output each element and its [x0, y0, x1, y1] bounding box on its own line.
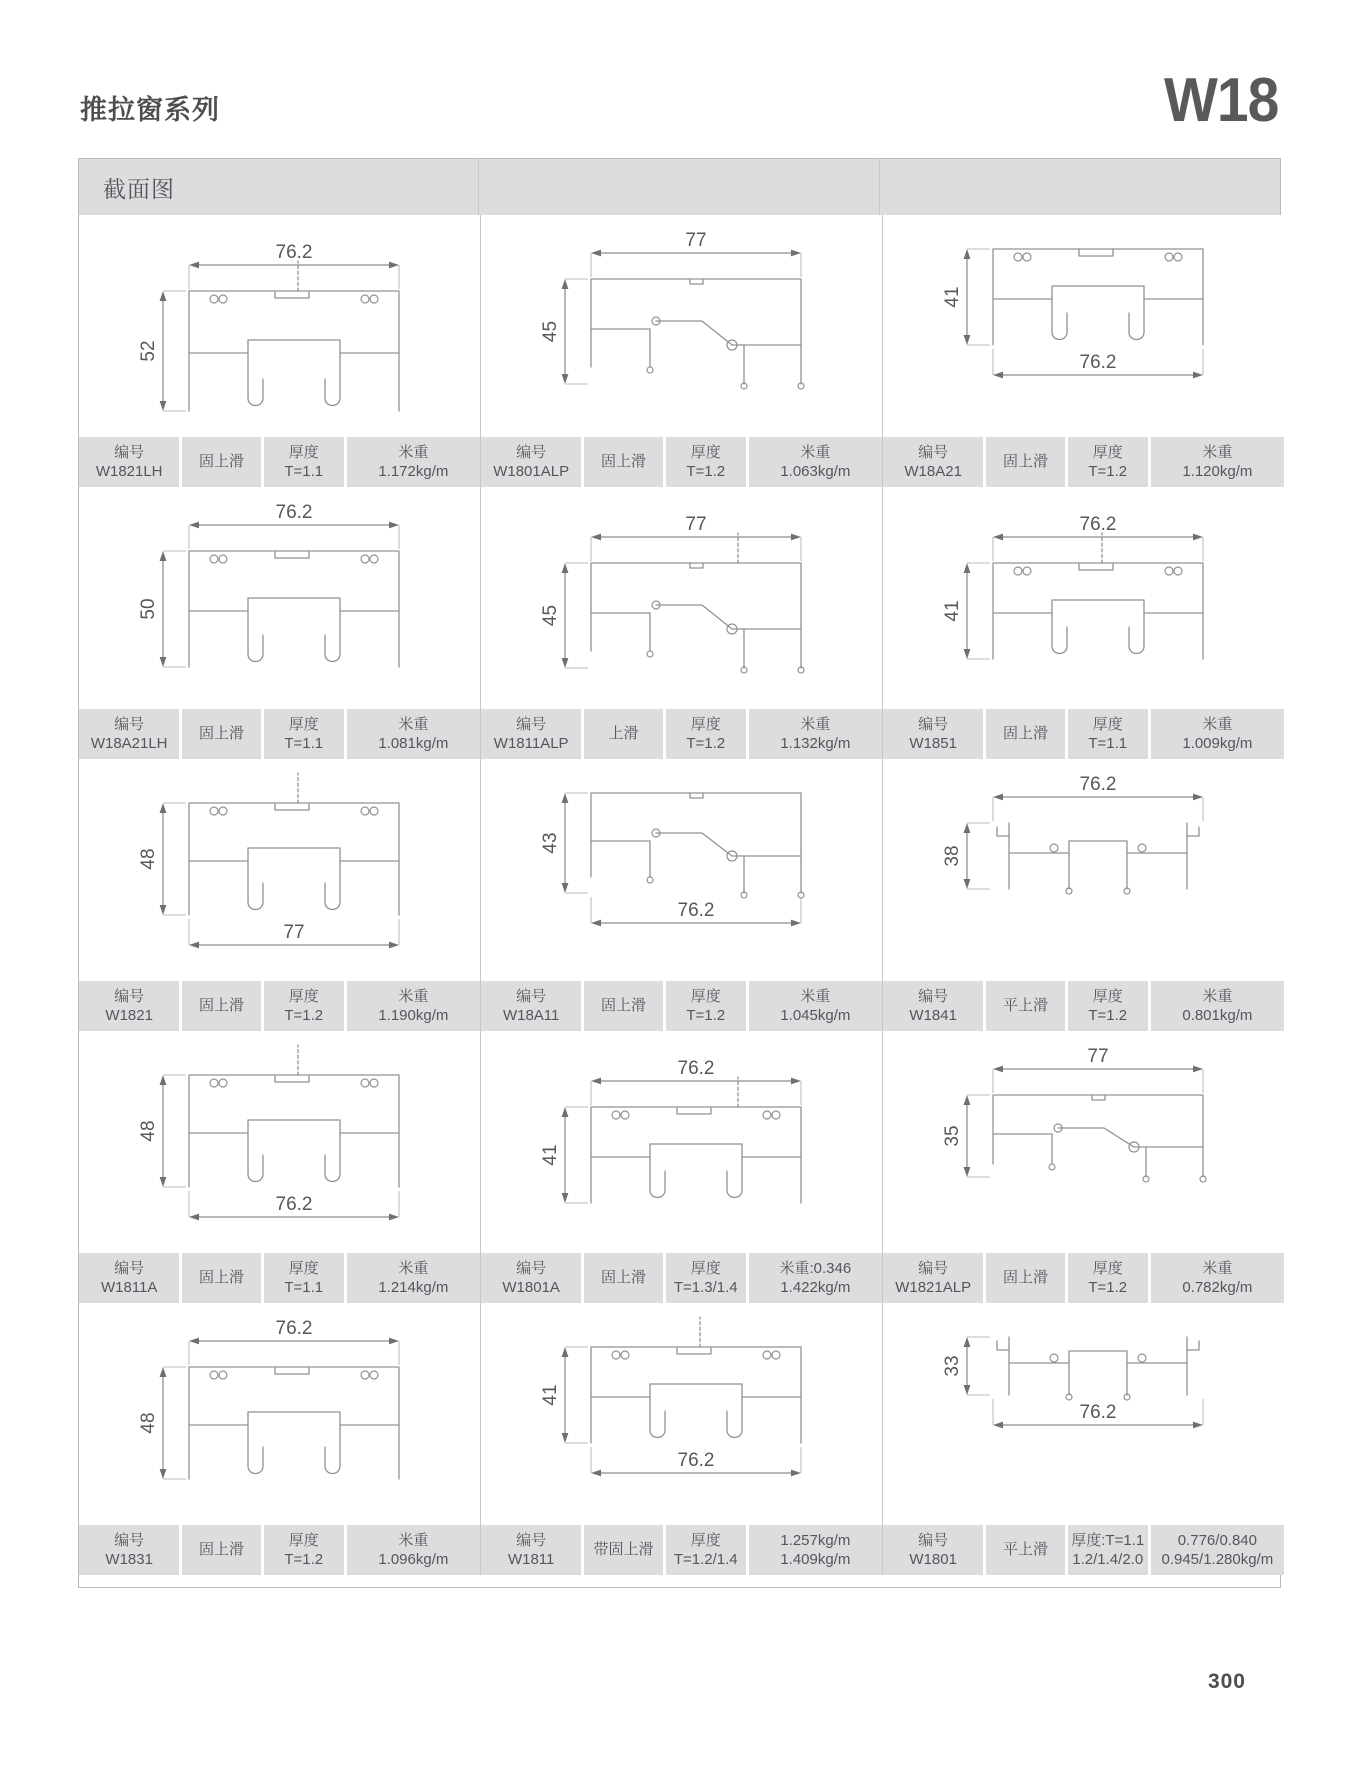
thickness-label: 厚度 — [1092, 715, 1123, 733]
weight-label: 米重 — [1202, 1259, 1233, 1277]
weight-label: 米重 — [398, 1531, 429, 1549]
width-dim-label: 77 — [283, 922, 305, 943]
weight-value: 1.009kg/m — [1182, 735, 1253, 752]
profile-info-bar — [883, 709, 1284, 759]
thickness-label: 厚度 — [1092, 1259, 1123, 1277]
code-label: 编号 — [516, 715, 547, 733]
weight-value: 1.063kg/m — [780, 463, 851, 480]
code-cell — [79, 1253, 179, 1303]
table-header-row — [79, 159, 1280, 215]
type-value: 固上滑 — [1003, 725, 1049, 743]
thickness-value: T=1.2 — [1088, 463, 1128, 480]
code-value: W1801 — [909, 1551, 957, 1568]
thickness-value: T=1.2 — [686, 463, 726, 480]
thickness-value: 1.2/1.4/2.0 — [1072, 1551, 1144, 1568]
weight-value: 1.120kg/m — [1182, 463, 1253, 480]
weight-cell — [347, 1253, 480, 1303]
cross-section-drawing — [481, 1031, 882, 1253]
code-value: W1811A — [100, 1279, 158, 1296]
height-dim-label: 35 — [942, 1125, 963, 1147]
thickness-value: T=1.2 — [1088, 1007, 1128, 1024]
code-label: 编号 — [918, 715, 949, 733]
type-value: 固上滑 — [601, 453, 647, 471]
profile-drawing-area — [79, 1031, 480, 1253]
thickness-label: 厚度 — [690, 1531, 721, 1549]
weight-label: 米重 — [800, 987, 831, 1005]
weight-value: 1.045kg/m — [780, 1007, 851, 1024]
code-value: W1811 — [507, 1551, 555, 1568]
height-dim-label: 52 — [138, 340, 159, 362]
thickness-cell — [264, 709, 344, 759]
code-cell — [481, 437, 581, 487]
width-dim-label: 76.2 — [275, 242, 313, 263]
height-dim-label: 48 — [138, 1412, 159, 1434]
type-value: 上滑 — [608, 725, 639, 743]
code-label: 编号 — [114, 443, 145, 461]
profile-drawing-area — [883, 759, 1284, 981]
type-value: 平上滑 — [1003, 1541, 1049, 1559]
thickness-label: 厚度 — [1092, 443, 1123, 461]
cross-section-drawing — [481, 759, 882, 981]
thickness-label: 厚度 — [690, 987, 721, 1005]
weight-value: 1.081kg/m — [378, 735, 449, 752]
code-value: W1801A — [502, 1279, 560, 1296]
profile-info-bar — [481, 437, 882, 487]
profile-drawing-area — [883, 215, 1284, 437]
weight-cell — [1151, 437, 1284, 487]
type-cell — [986, 437, 1064, 487]
profile-cell — [79, 1303, 481, 1575]
profile-info-bar — [481, 981, 882, 1031]
width-dim-label: 76.2 — [1079, 774, 1117, 795]
weight-value: 1.409kg/m — [780, 1551, 851, 1568]
code-cell — [883, 981, 983, 1031]
weight-cell — [749, 1253, 882, 1303]
weight-label: 1.257kg/m — [780, 1531, 851, 1549]
thickness-label: 厚度 — [288, 1259, 319, 1277]
code-cell — [481, 1525, 581, 1575]
page-number: 300 — [1207, 1670, 1246, 1693]
thickness-label: 厚度 — [288, 1531, 319, 1549]
type-cell — [584, 709, 662, 759]
code-cell — [481, 1253, 581, 1303]
height-dim-label: 33 — [942, 1355, 963, 1377]
profile-catalog-table — [78, 158, 1281, 1588]
code-cell — [481, 981, 581, 1031]
table-row — [79, 1031, 1280, 1303]
page-title: 推拉窗系列 — [80, 95, 220, 125]
weight-cell — [347, 709, 480, 759]
width-dim-label: 76.2 — [275, 502, 313, 523]
height-dim-label: 45 — [540, 320, 561, 343]
code-value: W1841 — [909, 1007, 957, 1024]
weight-value: 0.801kg/m — [1182, 1007, 1253, 1024]
profile-cell — [883, 759, 1284, 1031]
code-cell — [883, 709, 983, 759]
code-label: 编号 — [114, 715, 145, 733]
width-dim-label: 77 — [685, 230, 707, 251]
profile-cell — [883, 1303, 1284, 1575]
width-dim-label: 76.2 — [677, 1450, 715, 1471]
thickness-label: 厚度 — [690, 443, 721, 461]
height-dim-label: 50 — [138, 598, 159, 620]
profile-cell — [79, 1031, 481, 1303]
page-header — [80, 66, 1278, 135]
weight-label: 米重 — [1202, 715, 1233, 733]
code-label: 编号 — [516, 1259, 547, 1277]
cross-section-drawing — [481, 215, 882, 437]
profile-drawing-area — [481, 487, 882, 709]
profile-drawing-area — [883, 1031, 1284, 1253]
profile-cell — [481, 1303, 883, 1575]
width-dim-label: 76.2 — [1079, 1402, 1117, 1423]
thickness-value: T=1.2 — [284, 1007, 324, 1024]
weight-label: 米重 — [398, 987, 429, 1005]
thickness-cell — [666, 1253, 746, 1303]
thickness-cell — [1068, 1253, 1148, 1303]
weight-value: 1.214kg/m — [378, 1279, 449, 1296]
table-row — [79, 487, 1280, 759]
profile-cell — [481, 487, 883, 759]
weight-cell — [749, 437, 882, 487]
code-value: W1831 — [105, 1551, 153, 1568]
thickness-value: T=1.1 — [284, 735, 324, 752]
code-label: 编号 — [918, 443, 949, 461]
code-label: 编号 — [918, 1259, 949, 1277]
cross-section-drawing — [79, 759, 480, 981]
code-label: 编号 — [516, 1531, 547, 1549]
profile-cell — [481, 1031, 883, 1303]
code-label: 编号 — [114, 987, 145, 1005]
weight-value: 0.782kg/m — [1182, 1279, 1253, 1296]
profile-info-bar — [79, 709, 480, 759]
thickness-label: 厚度 — [288, 987, 319, 1005]
cross-section-drawing — [79, 1031, 480, 1253]
thickness-cell — [1068, 981, 1148, 1031]
profile-info-bar — [481, 709, 882, 759]
type-value: 固上滑 — [199, 453, 245, 471]
height-dim-label: 48 — [138, 848, 159, 870]
thickness-label: 厚度 — [690, 1259, 721, 1277]
code-cell — [79, 1525, 179, 1575]
profile-drawing-area — [481, 215, 882, 437]
weight-cell — [1151, 981, 1284, 1031]
thickness-label: 厚度 — [288, 443, 319, 461]
code-cell — [79, 709, 179, 759]
thickness-label: 厚度 — [288, 715, 319, 733]
type-value: 固上滑 — [601, 997, 647, 1015]
thickness-cell — [666, 437, 746, 487]
weight-cell — [1151, 1253, 1284, 1303]
thickness-cell — [1068, 709, 1148, 759]
weight-cell — [347, 437, 480, 487]
type-cell — [182, 709, 260, 759]
thickness-label: 厚度:T=1.1 — [1071, 1531, 1145, 1549]
code-cell — [883, 1525, 983, 1575]
cross-section-drawing — [883, 759, 1284, 981]
code-label: 编号 — [114, 1259, 145, 1277]
profile-cell — [883, 487, 1284, 759]
type-value: 固上滑 — [601, 1269, 647, 1287]
height-dim-label: 48 — [138, 1120, 159, 1142]
weight-label: 米重 — [398, 1259, 429, 1277]
cross-section-drawing — [883, 487, 1284, 709]
weight-value: 1.172kg/m — [378, 463, 449, 480]
profile-drawing-area — [481, 759, 882, 981]
height-dim-label: 41 — [540, 1384, 561, 1406]
height-dim-label: 41 — [540, 1144, 561, 1166]
cross-section-drawing — [481, 1303, 882, 1525]
profile-info-bar — [481, 1253, 882, 1303]
profile-cell — [883, 1031, 1284, 1303]
profile-info-bar — [79, 1253, 480, 1303]
width-dim-label: 76.2 — [275, 1194, 313, 1215]
thickness-value: T=1.1 — [1088, 735, 1128, 752]
height-dim-label: 45 — [540, 604, 561, 627]
type-cell — [584, 437, 662, 487]
profile-info-bar — [883, 981, 1284, 1031]
profile-drawing-area — [79, 487, 480, 709]
cross-section-drawing — [883, 215, 1284, 437]
thickness-value: T=1.2 — [686, 735, 726, 752]
thickness-cell — [264, 981, 344, 1031]
thickness-value: T=1.2 — [686, 1007, 726, 1024]
weight-cell — [749, 1525, 882, 1575]
weight-cell — [1151, 1525, 1284, 1575]
weight-value: 1.422kg/m — [780, 1279, 851, 1296]
weight-label: 米重 — [398, 443, 429, 461]
code-label: 编号 — [918, 987, 949, 1005]
code-label: 编号 — [918, 1531, 949, 1549]
profile-info-bar — [79, 437, 480, 487]
weight-cell — [347, 1525, 480, 1575]
weight-label: 米重 — [800, 715, 831, 733]
code-value: W1801ALP — [493, 463, 570, 480]
type-value: 固上滑 — [199, 725, 245, 743]
thickness-label: 厚度 — [690, 715, 721, 733]
code-value: W1821LH — [95, 463, 163, 480]
series-code: W18 — [1163, 66, 1278, 135]
profile-cell — [481, 759, 883, 1031]
thickness-cell — [1068, 437, 1148, 487]
cross-section-drawing — [79, 1303, 480, 1525]
weight-value: 1.096kg/m — [378, 1551, 449, 1568]
thickness-cell — [666, 1525, 746, 1575]
thickness-cell — [1068, 1525, 1148, 1575]
type-cell — [986, 1253, 1064, 1303]
type-value: 固上滑 — [199, 1269, 245, 1287]
thickness-value: T=1.2/1.4 — [673, 1551, 738, 1568]
weight-cell — [749, 981, 882, 1031]
profile-drawing-area — [883, 1303, 1284, 1525]
profile-drawing-area — [481, 1303, 882, 1525]
profile-cell — [79, 215, 481, 487]
table-row — [79, 1303, 1280, 1575]
cross-section-drawing — [883, 1031, 1284, 1253]
profile-drawing-area — [79, 1303, 480, 1525]
weight-label: 米重:0.346 — [779, 1259, 852, 1277]
profile-cell — [481, 215, 883, 487]
code-value: W18A21LH — [90, 735, 168, 752]
code-value: W1811ALP — [493, 735, 569, 752]
profile-info-bar — [883, 1525, 1284, 1575]
thickness-cell — [264, 1253, 344, 1303]
type-value: 固上滑 — [1003, 453, 1049, 471]
cross-section-drawing — [481, 487, 882, 709]
width-dim-label: 76.2 — [1079, 514, 1117, 535]
profile-cell — [79, 487, 481, 759]
code-cell — [883, 1253, 983, 1303]
width-dim-label: 76.2 — [677, 1058, 715, 1079]
section-header: 截面图 — [103, 175, 175, 202]
width-dim-label: 77 — [685, 514, 707, 535]
type-cell — [182, 437, 260, 487]
height-dim-label: 41 — [942, 286, 963, 308]
type-cell — [584, 1253, 662, 1303]
width-dim-label: 77 — [1087, 1046, 1109, 1067]
code-value: W18A11 — [502, 1007, 560, 1024]
cross-section-drawing — [79, 215, 480, 437]
type-value: 带固上滑 — [593, 1541, 654, 1559]
thickness-value: T=1.3/1.4 — [673, 1279, 738, 1296]
weight-label: 米重 — [1202, 987, 1233, 1005]
table-row — [79, 215, 1280, 487]
weight-value: 0.945/1.280kg/m — [1161, 1551, 1274, 1568]
height-dim-label: 43 — [540, 832, 561, 854]
profile-info-bar — [883, 437, 1284, 487]
type-cell — [182, 1253, 260, 1303]
code-cell — [883, 437, 983, 487]
code-label: 编号 — [516, 987, 547, 1005]
type-cell — [986, 709, 1064, 759]
code-value: W1821 — [105, 1007, 153, 1024]
table-row — [79, 759, 1280, 1031]
type-cell — [182, 1525, 260, 1575]
type-value: 固上滑 — [199, 997, 245, 1015]
thickness-cell — [264, 1525, 344, 1575]
type-value: 固上滑 — [199, 1541, 245, 1559]
height-dim-label: 41 — [942, 600, 963, 622]
profile-info-bar — [883, 1253, 1284, 1303]
type-cell — [182, 981, 260, 1031]
code-value: W1851 — [909, 735, 957, 752]
thickness-label: 厚度 — [1092, 987, 1123, 1005]
weight-cell — [347, 981, 480, 1031]
weight-label: 米重 — [398, 715, 429, 733]
type-cell — [584, 981, 662, 1031]
weight-label: 0.776/0.840 — [1177, 1531, 1257, 1549]
profile-drawing-area — [883, 487, 1284, 709]
profile-drawing-area — [79, 759, 480, 981]
thickness-cell — [666, 709, 746, 759]
thickness-value: T=1.1 — [284, 463, 324, 480]
code-cell — [79, 981, 179, 1031]
profile-cell — [883, 215, 1284, 487]
code-label: 编号 — [114, 1531, 145, 1549]
profile-info-bar — [79, 981, 480, 1031]
profile-drawing-area — [79, 215, 480, 437]
thickness-value: T=1.1 — [284, 1279, 324, 1296]
code-value: W18A21 — [904, 463, 962, 480]
type-cell — [584, 1525, 662, 1575]
type-value: 平上滑 — [1003, 997, 1049, 1015]
profile-info-bar — [79, 1525, 480, 1575]
code-cell — [79, 437, 179, 487]
thickness-cell — [264, 437, 344, 487]
thickness-value: T=1.2 — [284, 1551, 324, 1568]
type-value: 固上滑 — [1003, 1269, 1049, 1287]
profile-drawing-area — [481, 1031, 882, 1253]
weight-cell — [749, 709, 882, 759]
weight-value: 1.132kg/m — [780, 735, 851, 752]
code-value: W1821ALP — [895, 1279, 972, 1296]
width-dim-label: 76.2 — [1079, 352, 1117, 373]
weight-label: 米重 — [1202, 443, 1233, 461]
thickness-cell — [666, 981, 746, 1031]
cross-section-drawing — [883, 1303, 1284, 1525]
type-cell — [986, 981, 1064, 1031]
weight-value: 1.190kg/m — [378, 1007, 449, 1024]
type-cell — [986, 1525, 1064, 1575]
width-dim-label: 76.2 — [275, 1318, 313, 1339]
code-cell — [481, 709, 581, 759]
profile-cell — [79, 759, 481, 1031]
thickness-value: T=1.2 — [1088, 1279, 1128, 1296]
height-dim-label: 38 — [942, 845, 963, 867]
cross-section-drawing — [79, 487, 480, 709]
profile-info-bar — [481, 1525, 882, 1575]
weight-label: 米重 — [800, 443, 831, 461]
width-dim-label: 76.2 — [677, 900, 715, 921]
weight-cell — [1151, 709, 1284, 759]
code-label: 编号 — [516, 443, 547, 461]
